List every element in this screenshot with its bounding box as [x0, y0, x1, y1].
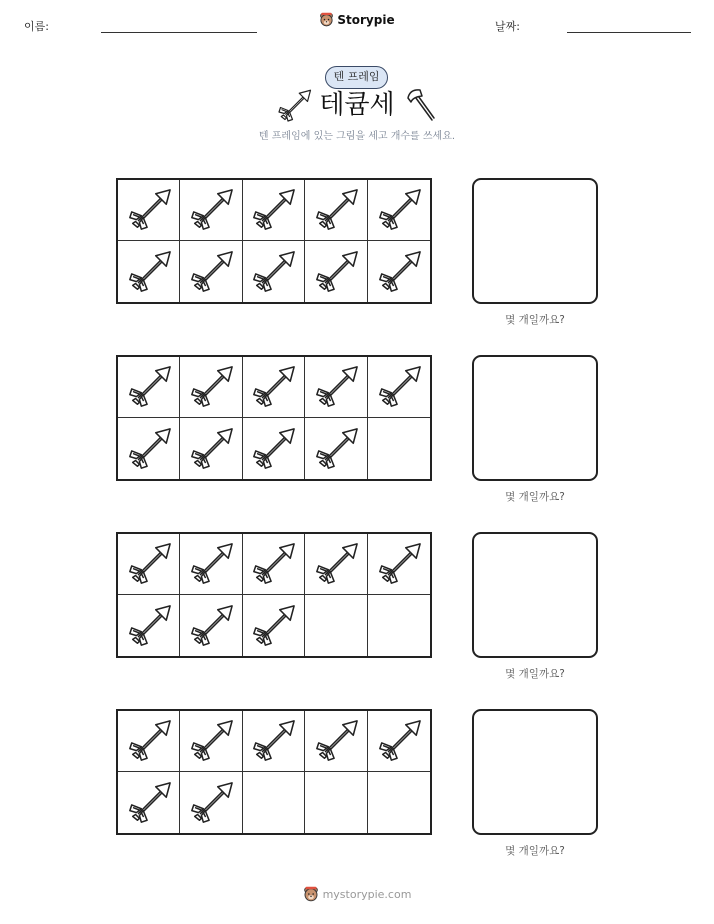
count-question: 몇 개일까요? — [505, 491, 565, 503]
arrow-icon — [250, 249, 296, 295]
bear-mascot-icon — [303, 886, 319, 902]
arrow-icon — [376, 718, 422, 764]
ten-frame-cell — [368, 595, 430, 656]
ten-frame-cell — [180, 772, 242, 833]
arrow-icon — [376, 187, 422, 233]
ten-frame-cell — [118, 180, 180, 241]
ten-frame-cell — [118, 595, 180, 656]
ten-frame-cell — [180, 711, 242, 772]
date-field[interactable] — [567, 32, 691, 33]
arrow-icon — [188, 249, 234, 295]
arrow-icon — [126, 364, 172, 410]
arrow-icon — [376, 541, 422, 587]
arrow-icon — [188, 187, 234, 233]
ten-frame-cell — [305, 418, 367, 479]
arrow-icon — [250, 364, 296, 410]
ten-frame-cell — [118, 418, 180, 479]
arrow-icon — [188, 780, 234, 826]
ten-frame-cell — [305, 595, 367, 656]
ten-frame-cell — [180, 595, 242, 656]
answer-box[interactable] — [472, 178, 598, 304]
arrow-icon — [313, 364, 359, 410]
ten-frame-cell — [118, 357, 180, 418]
axe-icon — [404, 88, 438, 124]
ten-frame-cell — [180, 180, 242, 241]
ten-frame-cell — [368, 357, 430, 418]
ten-frame-cell — [305, 772, 367, 833]
answer-box[interactable] — [472, 709, 598, 835]
arrow-icon — [313, 249, 359, 295]
topic-tag: 텐 프레임 — [325, 66, 388, 89]
arrow-icon — [188, 541, 234, 587]
arrow-icon — [376, 249, 422, 295]
arrow-icon — [126, 249, 172, 295]
ten-frame-cell — [118, 772, 180, 833]
arrow-icon — [250, 603, 296, 649]
ten-frame-cell — [305, 357, 367, 418]
ten-frame-cell — [243, 595, 305, 656]
ten-frame-cell — [118, 534, 180, 595]
count-question: 몇 개일까요? — [505, 845, 565, 857]
ten-frame-cell — [368, 180, 430, 241]
brand-name: Storypie — [337, 12, 395, 27]
footer-url: mystorypie.com — [322, 887, 412, 901]
ten-frame — [116, 532, 432, 658]
date-label: 날짜: — [495, 20, 520, 33]
ten-frame-cell — [243, 418, 305, 479]
ten-frame-cell — [180, 357, 242, 418]
ten-frame-cell — [305, 241, 367, 302]
arrow-icon — [188, 718, 234, 764]
arrow-icon — [126, 426, 172, 472]
arrow-icon — [313, 718, 359, 764]
answer-box[interactable] — [472, 532, 598, 658]
arrow-icon — [250, 426, 296, 472]
instructions: 텐 프레임에 있는 그림을 세고 개수를 쓰세요. — [258, 131, 456, 142]
ten-frame-cell — [305, 534, 367, 595]
name-label: 이름: — [24, 20, 49, 33]
arrow-icon — [250, 718, 296, 764]
ten-frame-cell — [118, 711, 180, 772]
arrow-icon — [313, 187, 359, 233]
ten-frame-cell — [243, 241, 305, 302]
arrow-icon — [250, 541, 296, 587]
arrow-icon — [126, 603, 172, 649]
ten-frame-cell — [368, 772, 430, 833]
ten-frame-cell — [368, 418, 430, 479]
name-field[interactable] — [101, 32, 257, 33]
ten-frame-cell — [243, 534, 305, 595]
ten-frame-cell — [243, 772, 305, 833]
arrow-icon — [188, 364, 234, 410]
arrow-icon — [188, 426, 234, 472]
ten-frame-cell — [305, 180, 367, 241]
count-question: 몇 개일까요? — [505, 314, 565, 326]
arrow-icon — [188, 603, 234, 649]
ten-frame-cell — [118, 241, 180, 302]
ten-frame — [116, 355, 432, 481]
ten-frame — [116, 178, 432, 304]
brand-logo — [0, 12, 714, 31]
answer-box[interactable] — [472, 355, 598, 481]
arrow-icon — [313, 541, 359, 587]
ten-frame-cell — [180, 418, 242, 479]
ten-frame-cell — [180, 534, 242, 595]
arrow-icon — [276, 88, 312, 124]
ten-frame-cell — [180, 241, 242, 302]
arrow-icon — [126, 541, 172, 587]
ten-frame-cell — [368, 534, 430, 595]
count-question: 몇 개일까요? — [505, 668, 565, 680]
page-title: 테큠세 — [319, 90, 395, 120]
arrow-icon — [126, 718, 172, 764]
ten-frame — [116, 709, 432, 835]
ten-frame-cell — [368, 241, 430, 302]
arrow-icon — [250, 187, 296, 233]
ten-frame-cell — [368, 711, 430, 772]
ten-frame-cell — [305, 711, 367, 772]
ten-frame-cell — [243, 180, 305, 241]
arrow-icon — [126, 187, 172, 233]
arrow-icon — [313, 426, 359, 472]
bear-mascot-icon — [319, 12, 334, 27]
arrow-icon — [126, 780, 172, 826]
ten-frame-cell — [243, 357, 305, 418]
ten-frame-cell — [243, 711, 305, 772]
footer — [0, 886, 714, 906]
arrow-icon — [376, 364, 422, 410]
